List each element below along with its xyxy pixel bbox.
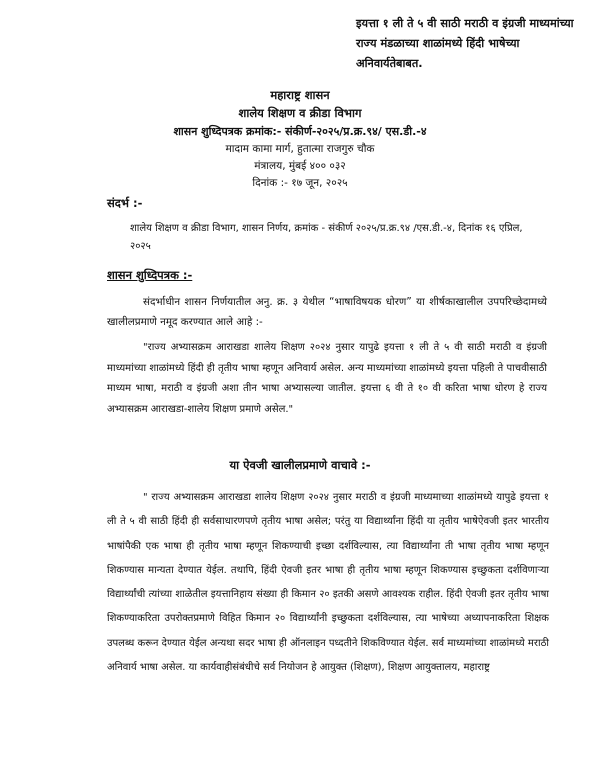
reference-text: शालेय शिक्षण व क्रीडा विभाग, शासन निर्णय, क्रमांक - संकीर्ण २०२५/प्र.क्र.९४ /एस.डी.-४, दिनांक १६ एप्रिल, २०२५ (130, 223, 523, 252)
department-name: शालेय शिक्षण व क्रीडा विभाग (238, 106, 362, 120)
document-date: दिनांक :- १७ जून, २०२५ (252, 177, 348, 189)
corrigendum-intro: संदर्भाधीन शासन निर्णयातील अनु. क्र. ३ येथील “भाषाविषयक धोरण” या शीर्षकाखालील उपपरिच्छेदामध्ये खालीलप्रमाणे नमूद करण्यात आले आहे :- (107, 296, 547, 328)
corrigendum-number: शासन शुध्दिपत्रक क्रमांक:- संकीर्ण-२०२५/प्र.क्र.९४/ एस.डी.-४ (173, 125, 427, 138)
address-line-1: मादाम कामा मार्ग, हुतात्मा राजगुरु चौक (225, 143, 375, 155)
address-line-2: मंत्रालय, मुंबई ४०० ०३२ (254, 160, 346, 172)
subject-line: इयत्ता १ ली ते ५ वी साठी मराठी व इंग्रजी माध्यमांच्या राज्य मंडळाच्या शाळांमध्ये हिंदी भाषेच्या अनिवार्यतेबाबत. (356, 17, 574, 70)
revised-text: " राज्य अभ्यासक्रम आराखडा शालेय शिक्षण २०२४ नुसार मराठी व इंग्रजी माध्यमाच्या शाळांमध्ये यापुढे इयत्ता १ ली ते ५ वी साठी हिंदी ही सर्वसाधारणपणे तृतीय भाषा असेल; परंतु या विद्यार्थ्यांना हिंदी या तृतीय भाषेऐवजी इतर भारतीय भाषांपैकी एक भाषा ही तृतीय भाषा म्हणून शिकण्याची इच्छा दर्शविल्यास, त्या विद्यार्थ्यांना ती भाषा तृतीय भाषा म्हणून शिकण्यास मान्यता देण्यात येईल. तथापि, हिंदी ऐवजी इतर भाषा ही तृतीय भाषा म्हणून शिकण्यास इच्छुकता दर्शविणाऱ्या विद्यार्थ्यांची त्यांच्या शाळेतील इयत्तानिहाय संख्या ही किमान २० इतकी असणे आवश्यक राहील. हिंदी ऐवजी इतर तृतीय भाषा शिकण्याकरिता उपरोक्तप्रमाणे विहित किमान २० विद्यार्थ्यांनी इच्छुकता दर्शविल्यास, त्या भाषेच्या अध्यापनाकरिता शिक्षक उपलब्ध करून देण्यात येईल अन्यथा सदर भाषा ही ऑनलाइन पध्दतीने शिकविण्यात येईल. सर्व माध्यमांच्या शाळांमध्ये मराठी अनिवार्य भाषा असेल. या कार्यवाहीसंबंधीचे सर्व नियोजन हे आयुक्त (शिक्षण), शिक्षण आयुक्तालय, महाराष्ट्र (107, 492, 549, 674)
reference-heading: संदर्भ :- (107, 196, 143, 210)
government-name: महाराष्ट्र शासन (270, 88, 330, 102)
read-as-heading: या ऐवजी खालीलप्रमाणे वाचावे :- (229, 458, 371, 472)
corrigendum-heading: शासन शुध्दिपत्रक :- (107, 268, 193, 282)
original-text: "राज्य अभ्यासक्रम आराखडा शालेय शिक्षण २०२४ नुसार यापुढे इयत्ता १ ली ते ५ वी साठी मराठी व इंग्रजी माध्यमांच्या शाळांमध्ये हिंदी ही तृतीय भाषा म्हणून अनिवार्य असेल. अन्य माध्यमांच्या शाळांमध्ये इयत्ता पहिली ते पाचवीसाठी माध्यम भाषा, मराठी व इंग्रजी अशा तीन भाषा अभ्यासल्या जातील. इयत्ता ६ वी ते १० वी करिता भाषा धोरण हे राज्य अभ्यासक्रम आराखडा-शालेय शिक्षण प्रमाणे असेल." (107, 342, 547, 415)
